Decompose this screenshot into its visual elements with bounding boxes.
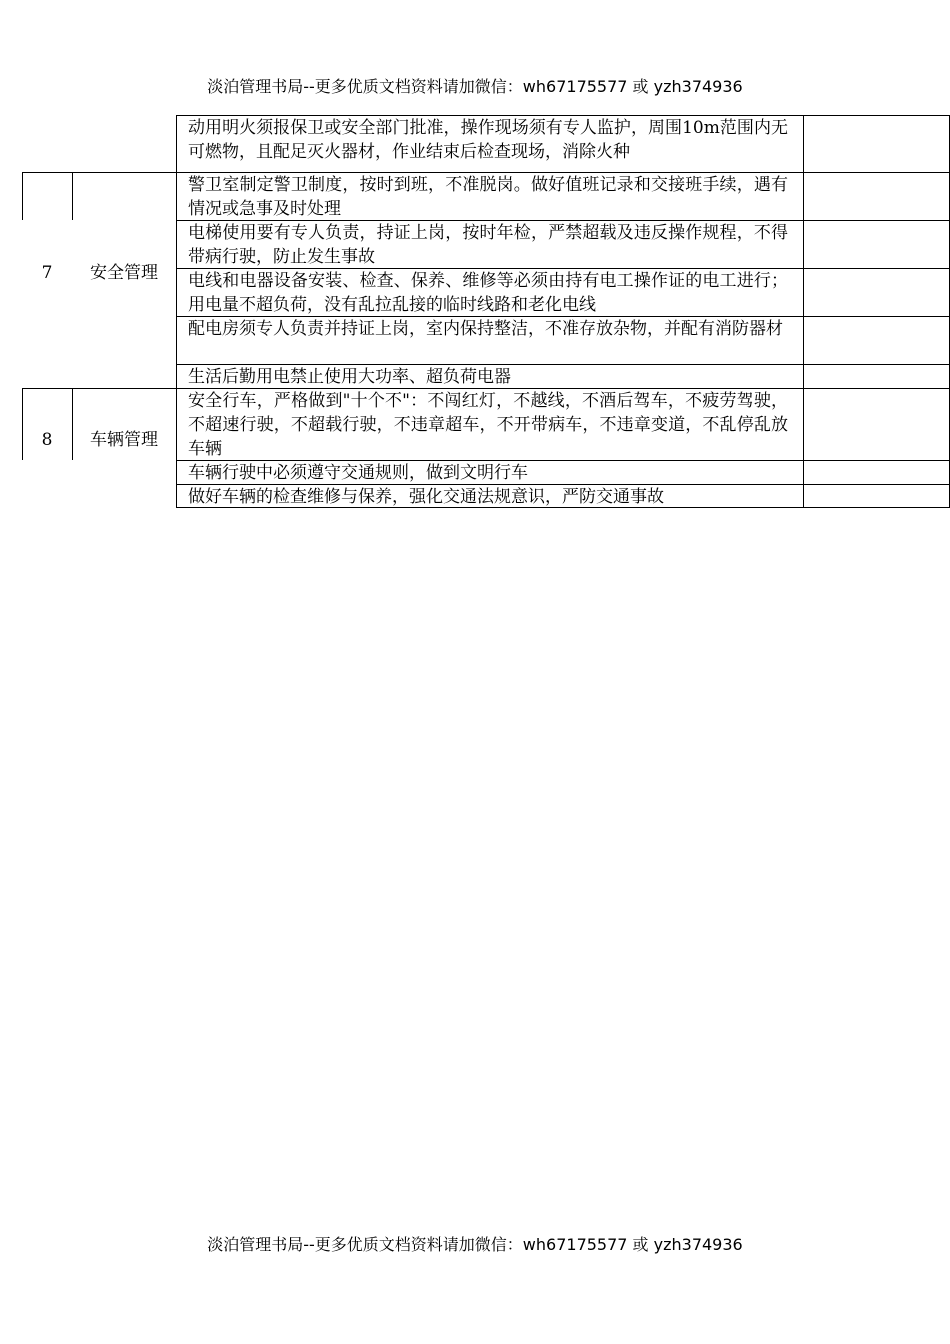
table-rule <box>22 172 23 220</box>
table-row-content: 车辆行驶中必须遵守交通规则，做到文明行车 <box>188 463 528 483</box>
table-row-content: 配电房须专人负责并持证上岗，室内保持整洁，不准存放杂物，并配有消防器材 <box>188 319 783 339</box>
table-rule <box>176 115 177 508</box>
table-row-content: 电线和电器设备安装、检查、保养、维修等必须由持有电工操作证的电工进行；用电量不超负荷，没有乱拉乱接的临时线路和老化电线 <box>188 271 788 315</box>
table-row-content: 动用明火须报保卫或安全部门批准，操作现场须有专人监护，周围10m范围内无可燃物，且配足灭火器材，作业结束后检查现场，消除火种 <box>188 118 788 162</box>
table-rule <box>176 507 950 508</box>
table-row-content: 电梯使用要有专人负责，持证上岗，按时年检，严禁超载及违反操作规程，不得带病行驶，防止发生事故 <box>188 223 788 267</box>
group-number: 8 <box>41 430 53 450</box>
table-rule <box>72 172 73 220</box>
group-category: 安全管理 <box>90 263 158 283</box>
table-rule <box>22 388 176 389</box>
table-row-content: 做好车辆的检查维修与保养，强化交通法规意识，严防交通事故 <box>188 487 664 507</box>
table-rule <box>22 172 176 173</box>
table-row-content: 警卫室制定警卫制度，按时到班，不准脱岗。做好值班记录和交接班手续，遇有情况或急事及时处理 <box>188 175 788 219</box>
table-row-content: 生活后勤用电禁止使用大功率、超负荷电器 <box>188 367 511 387</box>
page-footer: 淡泊管理书局--更多优质文档资料请加微信：wh67175577 或 yzh374936 <box>207 1235 743 1254</box>
group-category: 车辆管理 <box>90 430 158 450</box>
table-row-content: 安全行车，严格做到"十个不"：不闯红灯，不越线，不酒后驾车，不疲劳驾驶，不超速行驶，不超载行驶，不违章超车，不开带病车，不违章变道，不乱停乱放车辆 <box>188 391 788 459</box>
group-number: 7 <box>41 263 53 283</box>
page-header: 淡泊管理书局--更多优质文档资料请加微信：wh67175577 或 yzh374936 <box>207 77 743 96</box>
table-rule <box>803 115 804 508</box>
